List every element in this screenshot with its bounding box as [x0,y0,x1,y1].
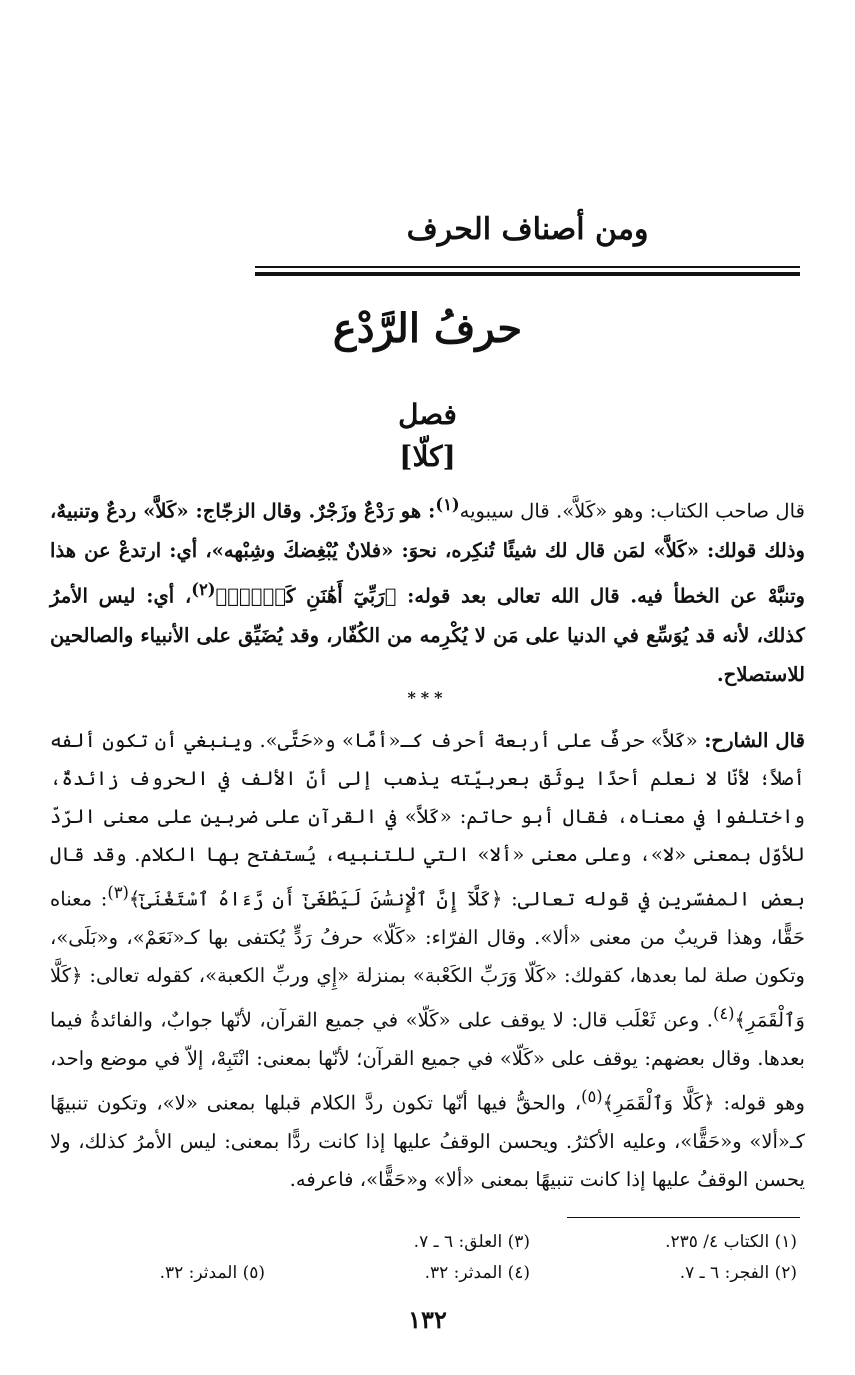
footnote-mark-1: (١) [435,495,460,514]
footnote-1: (١) الكتاب ٤/ ٢٣٥. [665,1232,797,1252]
footnote-mark-3: (٣) [107,883,129,903]
footnote-mark-5: (٥) [581,1086,603,1106]
matn-text [50,485,805,694]
title-underline-thin [255,266,800,268]
section-title: حرفُ الرَّدْع [332,305,523,352]
chapter-title: ومن أصناف الحرف [406,212,649,247]
section-separator: *** [407,688,448,707]
page-number: ١٣٢ [408,1305,447,1334]
entry-title: [كلّا] [399,440,456,473]
subsection-title: فصل [398,398,457,431]
footnote-mark-4: (٤) [713,1004,735,1024]
footnote-3: (٣) العلق: ٦ ـ ٧. [413,1232,530,1252]
sharh-part-4: ، والحقُّ فيها أنّها تكون ردَّ الكلام قبلها بمعنى «لا»، وتكون تنبيهًا كـ«ألا» و«حَقًّا»، وعليه الأكثرُ. ويحسن الوقفُ عليها إذا كانت ردًّا بمعنى: ليس الأمرُ كذلك، ولا يحسن الوقفُ عليها إذا كانت تنبيهًا بمعنى «ألا» و«حَقًّا»، فاعرفه. [50,1091,805,1191]
matn-tail: ، أي: ليس الأمرُ كذلك، لأنه قد يُوَسِّع في الدنيا على مَن لا يُكْرِمه من الكُفّار، وقد يُضَيِّق على الأنبياء والصالحين للاستصلاح. [50,584,805,686]
matn-lead: قال صاحب الكتاب: وهو «كَلاَّ». قال سيبويه [459,499,805,523]
sharh-part-1: «كَلاَّ» حرفٌ على أربعة أحرف كـ«أمَّا» و«حَتَّى». وينبغي أن تكون ألفه أصلاً؛ لأنّا لا نعلم أحدًا يوثَق بعربيّته يذهب إلى أنّ الألف في الحروف زائدةٌ، واختلفوا في معناه، فقال أبو حاتم: «كَلاَّ» في القرآن على ضربين على معنى الرّدّ للأوّل بمعنى «لا»، وعلى معنى «ألا» التي للتنبيه، يُستفتح بها الكلام. وقد قال بعض المفسّرين في قوله تعالى: ﴿كَلَّآ إِنَّ ٱلْإِنسَٰنَ لَيَطْغَىٰٓ أَن رَّءَاهُ ٱسْتَغْنَىٰٓ﴾ [50,729,805,911]
footnote-mark-2: (٢) [191,579,216,599]
footnote-2: (٢) الفجر: ٦ ـ ٧. [679,1263,797,1283]
title-underline-thick [255,272,800,276]
footnote-5: (٥) المدثر: ٣٢. [159,1263,265,1283]
sharh-speaker: قال الشارح: [704,729,806,752]
sharh-part-2: : معناه حَقًّا، وهذا قريبٌ من معنى «ألا». وقال الفرّاء: «كَلّا» حرفُ رَدٍّ يُكتفى بها كـ«نَعَمْ»، و«بَلَى»، وتكون صلة لما بعدها، كقولك: «كَلّا وَرَبِّ الكَعْبة» بمنزلة «إِي وربِّ الكعبة»، كقوله تعالى: ﴿كَلَّا وَٱلْقَمَرِ﴾ [50,887,805,1032]
matn-body: : هو رَدْعٌ وزَجْرٌ. وقال الزجّاج: «كَلاَّ» ردعٌ وتنبيهٌ، وذلك قولك: «كَلاَّ» لمَن قال لك شيئًا تُنكِره، نحوَ: «فلانٌ يُبْغِضكَ وشِبْهه»، أي: ارتدعْ عن هذا وتنبَّهْ عن الخطأ فيه. قال الله تعالى بعد قوله: ﴿رَبِّيٓ أَهَٰنَنِ كَلَّاۖ﴾ [50,499,805,608]
sharh-text [50,722,805,1199]
footnote-separator [567,1217,800,1218]
footnote-4: (٤) المدثر: ٣٢. [424,1263,530,1283]
sharh-part-3: . وعن ثَعْلَب قال: لا يوقف على «كَلّا» في جميع القرآن، لأنّها جوابٌ، والفائدةُ فيما بعدها. وقال بعضهم: يوقف على «كَلّا» في جميع القرآن؛ لأنّها بمعنى: انْتَبِهْ، إلاّ في موضع واحد، وهو قوله: ﴿كَلَّا وَٱلْقَمَرِ﴾ [50,1008,805,1115]
